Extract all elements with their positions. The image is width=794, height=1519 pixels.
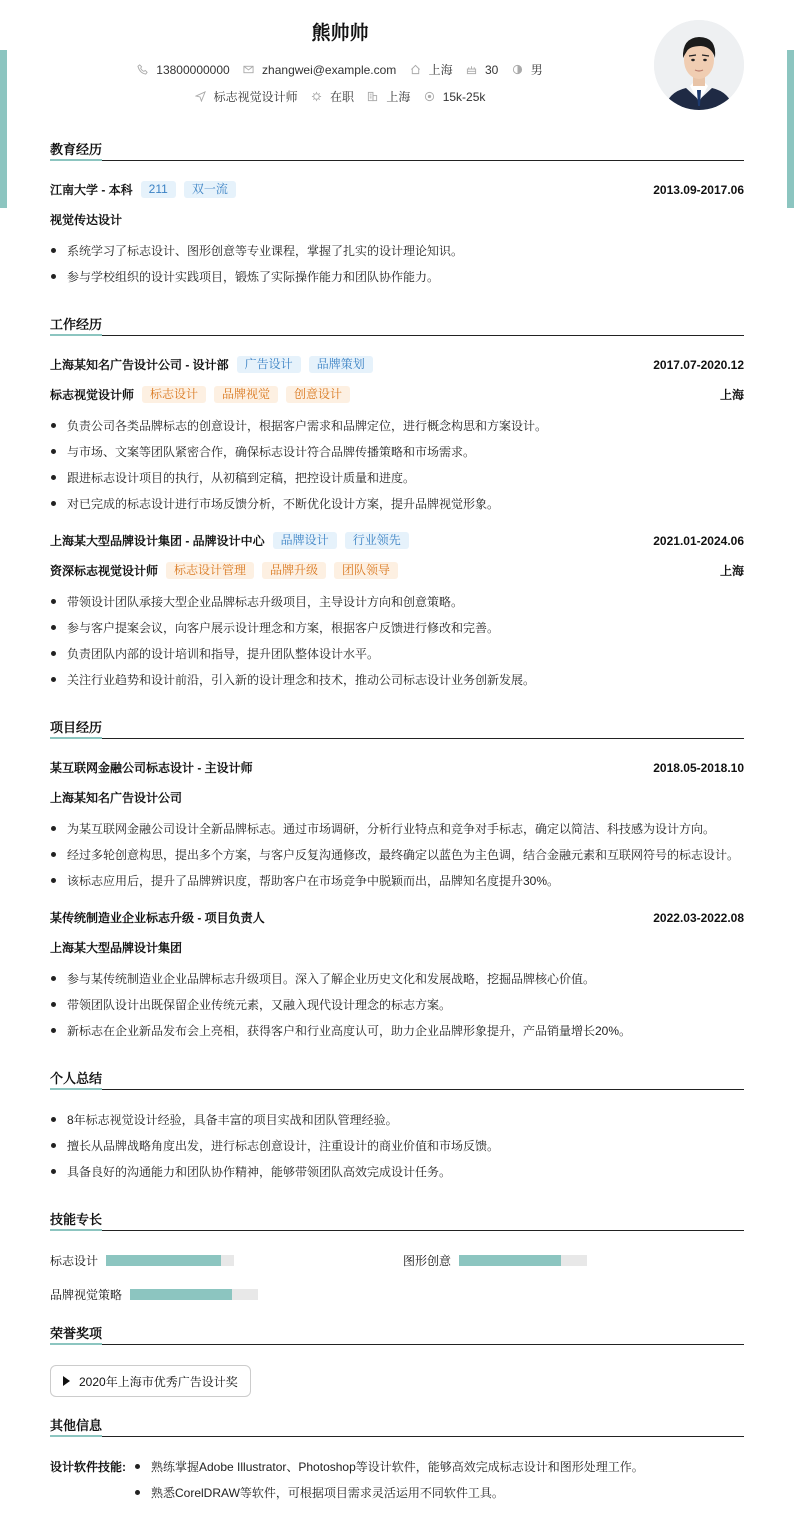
list-item: 经过多轮创意构思，提出多个方案，与客户反复沟通修改，最终确定以蓝色为主色调，结合金融元素和互联网符号的标志设计。 — [50, 846, 744, 863]
salary-item — [424, 90, 486, 104]
projects-section — [50, 717, 744, 1047]
mail-icon — [243, 64, 254, 75]
skill-name: 标志设计 — [50, 1254, 99, 1268]
skill-bar-fill — [106, 1255, 221, 1266]
email-text: zhangwei@example.com — [262, 62, 397, 77]
resume-header — [0, 0, 794, 120]
role-row — [50, 562, 744, 579]
cake-icon — [466, 64, 477, 75]
section-title-text: 其他信息 — [50, 1415, 102, 1437]
section-title — [50, 717, 744, 739]
gender-item — [512, 61, 543, 78]
candidate-name: 熊帅帅 — [311, 23, 369, 44]
tag: 品牌设计 — [273, 532, 337, 549]
tag: 行业领先 — [345, 532, 409, 549]
job-intent-row — [0, 88, 680, 105]
status-text: 在职 — [329, 90, 354, 104]
location: 上海 — [719, 388, 744, 402]
tag: 团队领导 — [334, 562, 398, 579]
age-item — [466, 63, 498, 77]
salary-text: 15k-25k — [442, 89, 486, 104]
section-title-text: 荣誉奖项 — [50, 1323, 102, 1345]
list-item: 参与某传统制造业企业品牌标志升级项目。深入了解企业历史文化和发展战略，挖掘品牌核心价值。 — [50, 970, 744, 987]
date: 2022.03-2022.08 — [653, 910, 744, 925]
company-line — [50, 356, 373, 373]
project-org-row — [50, 789, 744, 806]
role-name: 标志视觉设计师 — [50, 388, 135, 402]
education-row — [50, 181, 744, 198]
skill-bar — [130, 1289, 258, 1300]
list-item: 关注行业趋势和设计前沿，引入新的设计理念和技术，推动公司标志设计业务创新发展。 — [50, 671, 744, 688]
work-city-text: 上海 — [386, 90, 411, 104]
phone-item — [137, 63, 229, 77]
section-title-text: 项目经历 — [50, 717, 102, 739]
tag: 双一流 — [184, 181, 236, 198]
project-org: 上海某大型品牌设计集团 — [50, 941, 183, 955]
list-item: 熟练掌握Adobe Illustrator、Photoshop等设计软件，能够高效完成标志设计和图形处理工作。 — [134, 1458, 644, 1475]
award-text: 2020年上海市优秀广告设计奖 — [79, 1374, 238, 1389]
list-item: 跟进标志设计项目的执行，从初稿到定稿，把控设计质量和进度。 — [50, 469, 744, 486]
project-header — [50, 909, 744, 926]
tag: 品牌视觉 — [214, 386, 278, 403]
gender-icon — [512, 64, 523, 75]
list-item: 带领设计团队承接大型企业品牌标志升级项目，主导设计方向和创意策略。 — [50, 593, 744, 610]
job-header — [50, 532, 744, 549]
tag: 品牌升级 — [262, 562, 326, 579]
company-name: 上海某大型品牌设计集团 - 品牌设计中心 — [50, 534, 265, 548]
list-item: 参与客户提案会议，向客户展示设计理念和方案，根据客户反馈进行修改和完善。 — [50, 619, 744, 636]
tag: 创意设计 — [286, 386, 350, 403]
company-name: 上海某知名广告设计公司 - 设计部 — [50, 358, 229, 372]
list-item: 负责公司各类品牌标志的创意设计，根据客户需求和品牌定位，进行概念构思和方案设计。 — [50, 417, 744, 434]
list-item: 8年标志视觉设计经验，具备丰富的项目实战和团队管理经验。 — [50, 1111, 744, 1128]
skill-bar-fill — [130, 1289, 232, 1300]
education-section — [50, 139, 744, 299]
list-item: 系统学习了标志设计、图形创意等专业课程，掌握了扎实的设计理论知识。 — [50, 242, 744, 259]
coin-icon — [424, 91, 435, 102]
work-section — [50, 314, 744, 694]
major: 视觉传达设计 — [50, 213, 123, 227]
other-section — [50, 1415, 744, 1510]
position-text: 标志视觉设计师 — [213, 90, 298, 104]
list-item: 参与学校组织的设计实践项目，锻炼了实际操作能力和团队协作能力。 — [50, 268, 744, 285]
section-title-text: 个人总结 — [50, 1068, 102, 1090]
skill-item — [50, 1252, 234, 1269]
section-title — [50, 1068, 744, 1090]
list-item: 与市场、文案等团队紧密合作，确保标志设计符合品牌传播策略和市场需求。 — [50, 443, 744, 460]
section-title-text: 教育经历 — [50, 139, 102, 161]
section-title-text: 工作经历 — [50, 314, 102, 336]
tag: 标志设计 — [142, 386, 206, 403]
project-org: 上海某知名广告设计公司 — [50, 791, 183, 805]
project-header — [50, 759, 744, 776]
city-text: 上海 — [428, 63, 453, 77]
awards-section — [50, 1323, 744, 1403]
tag: 品牌策划 — [309, 356, 373, 373]
position-item — [195, 88, 298, 105]
gender-text: 男 — [530, 63, 543, 77]
company-line — [50, 532, 409, 549]
section-title — [50, 1209, 744, 1231]
list-item: 该标志应用后，提升了品牌辨识度，帮助客户在市场竞争中脱颖而出，品牌知名度提升30%。 — [50, 872, 744, 889]
list-item: 具备良好的沟通能力和团队协作精神，能够带领团队高效完成设计任务。 — [50, 1163, 744, 1180]
school-name: 江南大学 - 本科 — [50, 183, 133, 197]
list-item: 擅长从品牌战略角度出发，进行标志创意设计，注重设计的商业价值和市场反馈。 — [50, 1137, 744, 1154]
other-label: 设计软件技能: — [50, 1460, 126, 1474]
section-title — [50, 139, 744, 161]
job-header — [50, 356, 744, 373]
city-item — [410, 61, 453, 78]
status-icon — [311, 91, 322, 102]
home-icon — [410, 64, 421, 75]
list-item: 负责团队内部的设计培训和指导，提升团队整体设计水平。 — [50, 645, 744, 662]
school-line — [50, 181, 236, 198]
triangle-right-icon — [63, 1376, 70, 1386]
skill-bar-fill — [459, 1255, 561, 1266]
skill-item — [403, 1252, 587, 1269]
section-title — [50, 1415, 744, 1437]
skill-name: 品牌视觉策略 — [50, 1288, 123, 1302]
skill-item — [50, 1286, 258, 1303]
date: 2013.09-2017.06 — [653, 182, 744, 197]
work-city-item — [367, 88, 410, 105]
list-item: 新标志在企业新品发布会上亮相，获得客户和行业高度认可，助力企业品牌形象提升，产品销量增长20%。 — [50, 1022, 744, 1039]
list-item: 为某互联网金融公司设计全新品牌标志。通过市场调研，分析行业特点和竞争对手标志，确定以简洁、科技感为设计方向。 — [50, 820, 744, 837]
phone-text: 13800000000 — [156, 62, 230, 77]
contact-row — [0, 61, 680, 78]
list-item: 熟悉CorelDRAW等软件，可根据项目需求灵活运用不同软件工具。 — [134, 1484, 504, 1501]
role-line — [50, 562, 398, 579]
email-item — [243, 63, 396, 77]
skills-section — [50, 1209, 744, 1309]
summary-section — [50, 1068, 744, 1188]
phone-icon — [137, 64, 148, 75]
date: 2018.05-2018.10 — [653, 760, 744, 775]
profile-photo — [654, 20, 744, 110]
list-item: 对已完成的标志设计进行市场反馈分析，不断优化设计方案，提升品牌视觉形象。 — [50, 495, 744, 512]
age-text: 30 — [485, 62, 499, 77]
section-title — [50, 1323, 744, 1345]
role-row — [50, 386, 744, 403]
skill-name: 图形创意 — [403, 1254, 452, 1268]
major-row — [50, 211, 744, 228]
location: 上海 — [719, 564, 744, 578]
skill-bar — [459, 1255, 587, 1266]
date: 2021.01-2024.06 — [653, 533, 744, 548]
tag: 广告设计 — [237, 356, 301, 373]
skill-bar — [106, 1255, 234, 1266]
project-org-row — [50, 939, 744, 956]
section-title-text: 技能专长 — [50, 1209, 102, 1231]
role-line — [50, 386, 350, 403]
project-name: 某传统制造业企业标志升级 - 项目负责人 — [50, 911, 265, 925]
tag: 211 — [141, 181, 176, 198]
status-item — [311, 88, 354, 105]
project-name: 某互联网金融公司标志设计 - 主设计师 — [50, 761, 253, 775]
section-title — [50, 314, 744, 336]
building-icon — [367, 91, 378, 102]
tag: 标志设计管理 — [166, 562, 254, 579]
award-item[interactable] — [50, 1365, 251, 1397]
date: 2017.07-2020.12 — [653, 357, 744, 372]
send-icon — [195, 91, 206, 102]
role-name: 资深标志视觉设计师 — [50, 564, 159, 578]
list-item: 带领团队设计出既保留企业传统元素，又融入现代设计理念的标志方案。 — [50, 996, 744, 1013]
